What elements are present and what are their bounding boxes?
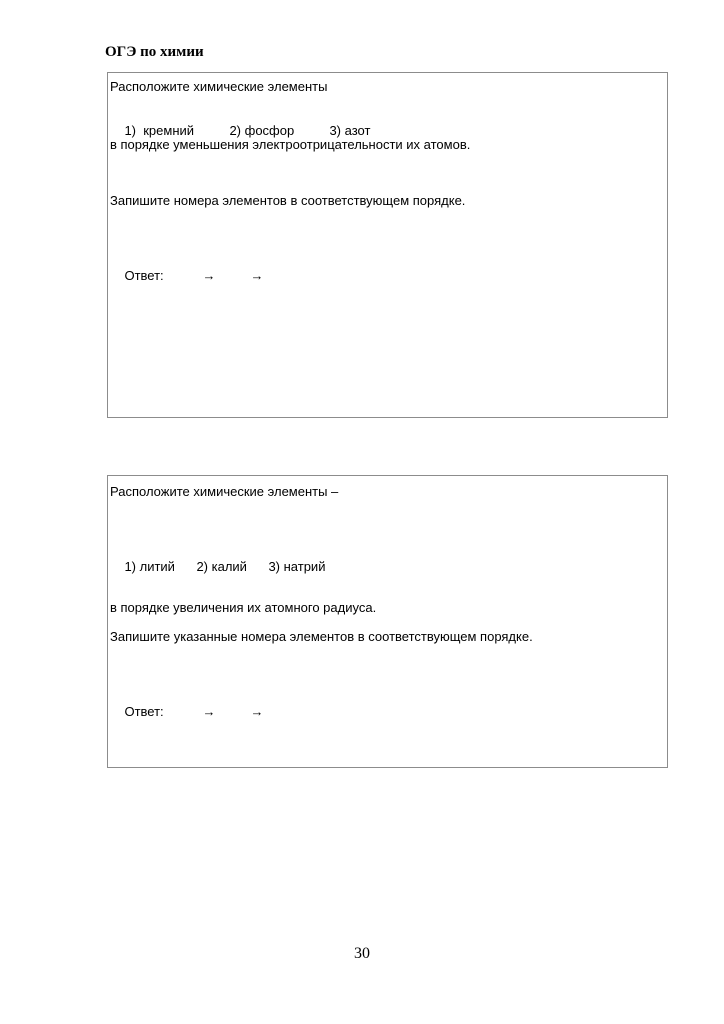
task-1-option-3: 3) азот: [329, 123, 371, 138]
page-number: 30: [354, 945, 370, 962]
task-1-answer-label: Ответ:: [124, 268, 164, 283]
arrow-icon: →: [202, 704, 216, 719]
task-2-instruction: Запишите указанные номера элементов в соответствующем порядке.: [110, 629, 533, 644]
arrow-icon: →: [250, 268, 264, 283]
task-1-instruction: Запишите номера элементов в соответствующем порядке.: [110, 193, 466, 208]
task-1-condition: в порядке уменьшения электроотрицательности их атомов.: [110, 137, 471, 152]
arrow-icon: →: [202, 268, 216, 283]
page-title: ОГЭ по химии: [105, 44, 204, 60]
task-2-option-2: 2) калий: [196, 559, 247, 574]
task-2-options: [110, 543, 325, 591]
arrow-icon: →: [250, 704, 264, 719]
task-box-2: [107, 475, 668, 768]
task-1-option-1: 1) кремний: [124, 123, 195, 138]
task-2-answer-row: [110, 688, 298, 736]
task-2-intro: Расположите химические элементы –: [110, 484, 339, 499]
task-2-condition: в порядке увеличения их атомного радиуса.: [110, 600, 377, 615]
task-1-intro: Расположите химические элементы: [110, 79, 328, 94]
task-1-answer-row: [110, 252, 298, 300]
task-2-option-3: 3) натрий: [268, 559, 326, 574]
task-box-1: [107, 72, 668, 418]
task-2-option-1: 1) литий: [124, 559, 175, 574]
task-1-option-2: 2) фосфор: [229, 123, 295, 138]
task-2-answer-label: Ответ:: [124, 704, 164, 719]
